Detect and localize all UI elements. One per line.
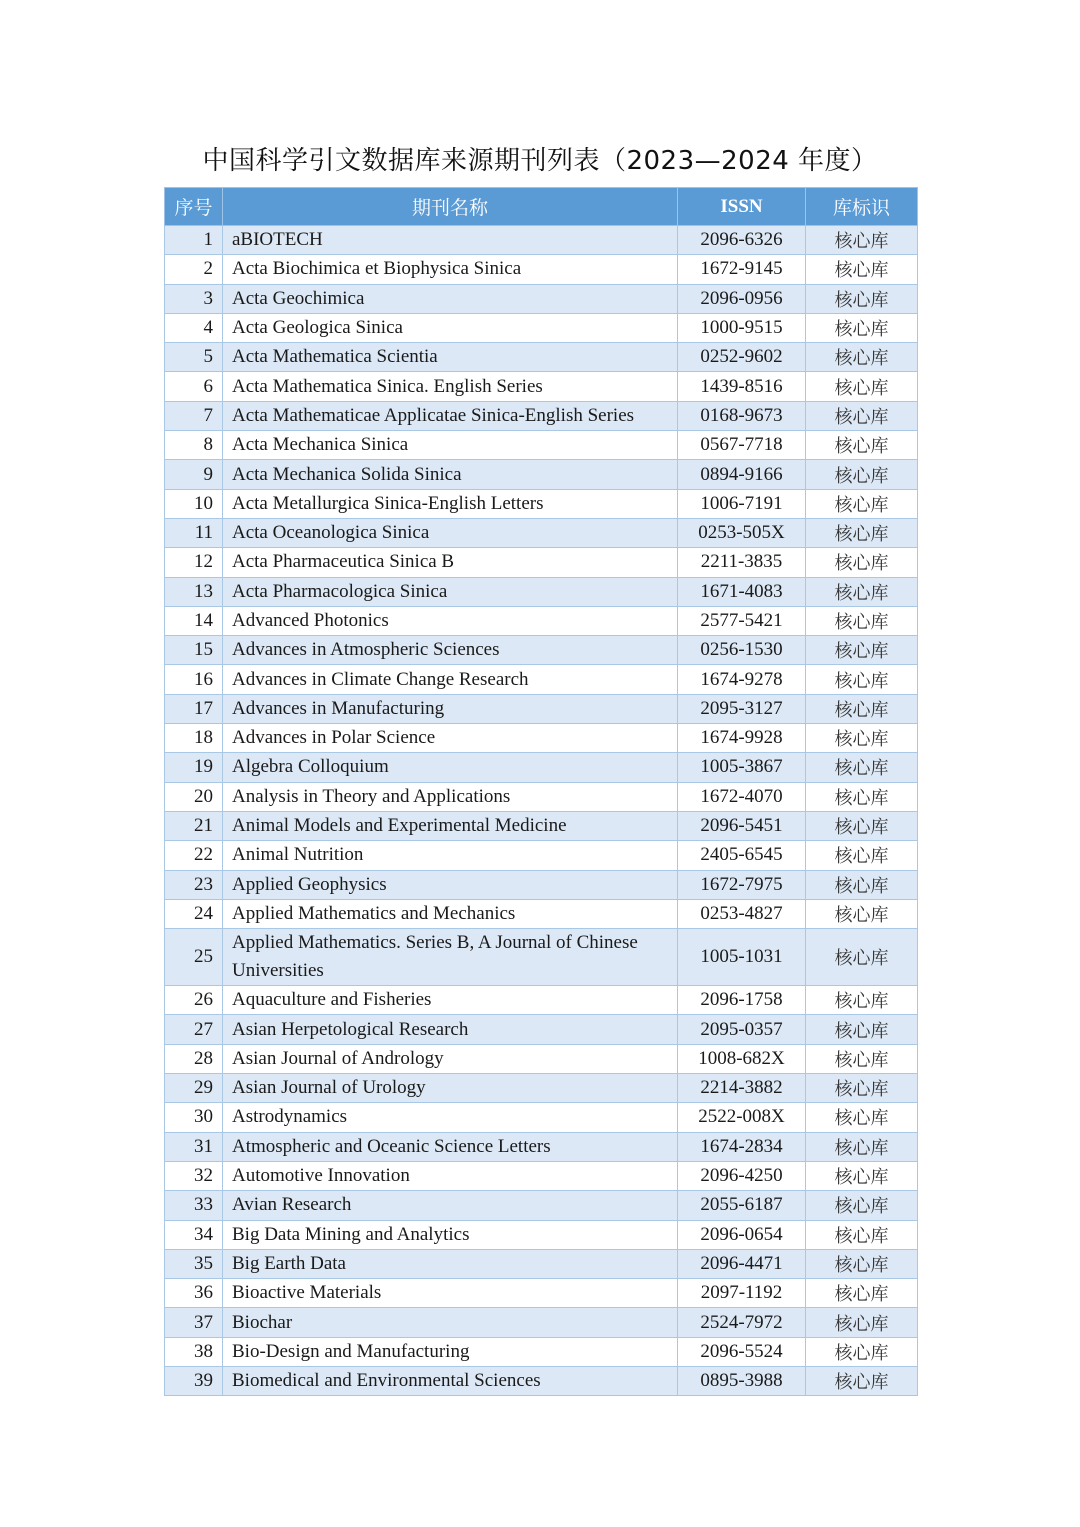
journal-name: Avian Research: [223, 1191, 678, 1220]
journal-name: Applied Geophysics: [223, 870, 678, 899]
issn-value: 2095-3127: [678, 694, 806, 723]
table-row: [165, 1161, 918, 1190]
issn-value: 2096-5524: [678, 1337, 806, 1366]
table-row: [165, 1279, 918, 1308]
row-index: 8: [165, 431, 223, 460]
library-tag: 核心库: [806, 1279, 918, 1308]
table-row: [165, 1044, 918, 1073]
issn-value: 2522-008X: [678, 1103, 806, 1132]
issn-value: 0253-4827: [678, 899, 806, 928]
table-row: [165, 577, 918, 606]
library-tag: 核心库: [806, 841, 918, 870]
row-index: 30: [165, 1103, 223, 1132]
row-index: 38: [165, 1337, 223, 1366]
library-tag: 核心库: [806, 899, 918, 928]
library-tag: 核心库: [806, 986, 918, 1015]
issn-value: 2405-6545: [678, 841, 806, 870]
issn-value: 2096-4471: [678, 1249, 806, 1278]
issn-value: 1674-2834: [678, 1132, 806, 1161]
journal-name: Automotive Innovation: [223, 1161, 678, 1190]
table-row: [165, 724, 918, 753]
table-row: [165, 1308, 918, 1337]
issn-value: 0894-9166: [678, 460, 806, 489]
table-row: [165, 1074, 918, 1103]
row-index: 20: [165, 782, 223, 811]
issn-value: 2524-7972: [678, 1308, 806, 1337]
library-tag: 核心库: [806, 401, 918, 430]
table-row: [165, 929, 918, 986]
table-row: [165, 1103, 918, 1132]
table-row: [165, 401, 918, 430]
library-tag: 核心库: [806, 782, 918, 811]
table-row: [165, 1337, 918, 1366]
journal-name: aBIOTECH: [223, 226, 678, 255]
issn-value: 2097-1192: [678, 1279, 806, 1308]
row-index: 18: [165, 724, 223, 753]
row-index: 32: [165, 1161, 223, 1190]
issn-value: 1000-9515: [678, 313, 806, 342]
row-index: 13: [165, 577, 223, 606]
row-index: 23: [165, 870, 223, 899]
journal-name: Bioactive Materials: [223, 1279, 678, 1308]
header-issn: ISSN: [678, 188, 806, 226]
journal-name: Acta Oceanologica Sinica: [223, 518, 678, 547]
library-tag: 核心库: [806, 1103, 918, 1132]
journal-name: Astrodynamics: [223, 1103, 678, 1132]
issn-value: 1674-9278: [678, 665, 806, 694]
table-row: [165, 986, 918, 1015]
journal-name: Acta Metallurgica Sinica-English Letters: [223, 489, 678, 518]
library-tag: 核心库: [806, 284, 918, 313]
journal-name: Big Data Mining and Analytics: [223, 1220, 678, 1249]
issn-value: 1672-4070: [678, 782, 806, 811]
table-row: [165, 782, 918, 811]
table-row: [165, 899, 918, 928]
table-row: [165, 343, 918, 372]
journal-name: Acta Pharmaceutica Sinica B: [223, 548, 678, 577]
library-tag: 核心库: [806, 343, 918, 372]
row-index: 22: [165, 841, 223, 870]
row-index: 27: [165, 1015, 223, 1044]
library-tag: 核心库: [806, 518, 918, 547]
table-header-row: [165, 188, 918, 226]
issn-value: 1005-1031: [678, 929, 806, 986]
table-row: [165, 753, 918, 782]
journal-name: Asian Journal of Andrology: [223, 1044, 678, 1073]
issn-value: 1006-7191: [678, 489, 806, 518]
row-index: 2: [165, 255, 223, 284]
issn-value: 0567-7718: [678, 431, 806, 460]
row-index: 15: [165, 636, 223, 665]
issn-value: 1439-8516: [678, 372, 806, 401]
issn-value: 0253-505X: [678, 518, 806, 547]
journal-name: Advances in Atmospheric Sciences: [223, 636, 678, 665]
row-index: 11: [165, 518, 223, 547]
issn-value: 2095-0357: [678, 1015, 806, 1044]
issn-value: 2577-5421: [678, 606, 806, 635]
table-row: [165, 431, 918, 460]
library-tag: 核心库: [806, 753, 918, 782]
journal-name: Acta Geologica Sinica: [223, 313, 678, 342]
table-row: [165, 313, 918, 342]
table-row: [165, 1366, 918, 1395]
library-tag: 核心库: [806, 577, 918, 606]
library-tag: 核心库: [806, 1220, 918, 1249]
journal-name: Acta Mathematicae Applicatae Sinica-English Series: [223, 401, 678, 430]
journal-name: Analysis in Theory and Applications: [223, 782, 678, 811]
row-index: 31: [165, 1132, 223, 1161]
journal-name: Atmospheric and Oceanic Science Letters: [223, 1132, 678, 1161]
table-row: [165, 1191, 918, 1220]
issn-value: 2214-3882: [678, 1074, 806, 1103]
issn-value: 1671-4083: [678, 577, 806, 606]
issn-value: 2096-4250: [678, 1161, 806, 1190]
row-index: 16: [165, 665, 223, 694]
row-index: 14: [165, 606, 223, 635]
table-row: [165, 811, 918, 840]
header-library: 库标识: [806, 188, 918, 226]
library-tag: 核心库: [806, 636, 918, 665]
row-index: 35: [165, 1249, 223, 1278]
library-tag: 核心库: [806, 372, 918, 401]
library-tag: 核心库: [806, 431, 918, 460]
row-index: 7: [165, 401, 223, 430]
issn-value: 2096-5451: [678, 811, 806, 840]
issn-value: 1672-9145: [678, 255, 806, 284]
issn-value: 2055-6187: [678, 1191, 806, 1220]
table-row: [165, 489, 918, 518]
header-journal-name: 期刊名称: [223, 188, 678, 226]
library-tag: 核心库: [806, 1044, 918, 1073]
issn-value: 2211-3835: [678, 548, 806, 577]
table-row: [165, 284, 918, 313]
library-tag: 核心库: [806, 665, 918, 694]
row-index: 17: [165, 694, 223, 723]
journal-name: Biochar: [223, 1308, 678, 1337]
table-row: [165, 636, 918, 665]
library-tag: 核心库: [806, 226, 918, 255]
row-index: 25: [165, 929, 223, 986]
table-row: [165, 870, 918, 899]
issn-value: 0252-9602: [678, 343, 806, 372]
row-index: 37: [165, 1308, 223, 1337]
library-tag: 核心库: [806, 811, 918, 840]
journal-name: Acta Biochimica et Biophysica Sinica: [223, 255, 678, 284]
library-tag: 核心库: [806, 1015, 918, 1044]
journal-name: Acta Mechanica Sinica: [223, 431, 678, 460]
issn-value: 2096-6326: [678, 226, 806, 255]
journal-name: Asian Herpetological Research: [223, 1015, 678, 1044]
journal-name: Big Earth Data: [223, 1249, 678, 1278]
journal-name: Acta Mathematica Sinica. English Series: [223, 372, 678, 401]
row-index: 3: [165, 284, 223, 313]
library-tag: 核心库: [806, 870, 918, 899]
journal-name: Acta Geochimica: [223, 284, 678, 313]
row-index: 5: [165, 343, 223, 372]
library-tag: 核心库: [806, 1161, 918, 1190]
journal-name: Applied Mathematics. Series B, A Journal of Chinese Universities: [223, 929, 678, 986]
journal-name: Acta Mechanica Solida Sinica: [223, 460, 678, 489]
row-index: 6: [165, 372, 223, 401]
row-index: 19: [165, 753, 223, 782]
journal-name: Advances in Climate Change Research: [223, 665, 678, 694]
row-index: 26: [165, 986, 223, 1015]
library-tag: 核心库: [806, 1249, 918, 1278]
row-index: 10: [165, 489, 223, 518]
row-index: 29: [165, 1074, 223, 1103]
table-row: [165, 665, 918, 694]
library-tag: 核心库: [806, 1308, 918, 1337]
row-index: 36: [165, 1279, 223, 1308]
library-tag: 核心库: [806, 724, 918, 753]
table-row: [165, 1220, 918, 1249]
journal-name: Algebra Colloquium: [223, 753, 678, 782]
issn-value: 2096-0654: [678, 1220, 806, 1249]
issn-value: 2096-0956: [678, 284, 806, 313]
table-row: [165, 606, 918, 635]
journal-name: Bio-Design and Manufacturing: [223, 1337, 678, 1366]
issn-value: 1674-9928: [678, 724, 806, 753]
issn-value: 1008-682X: [678, 1044, 806, 1073]
row-index: 12: [165, 548, 223, 577]
row-index: 1: [165, 226, 223, 255]
table-row: [165, 372, 918, 401]
table-row: [165, 1015, 918, 1044]
row-index: 9: [165, 460, 223, 489]
journal-name: Aquaculture and Fisheries: [223, 986, 678, 1015]
journal-table: [164, 187, 918, 1396]
library-tag: 核心库: [806, 606, 918, 635]
journal-name: Advanced Photonics: [223, 606, 678, 635]
table-row: [165, 1132, 918, 1161]
library-tag: 核心库: [806, 1132, 918, 1161]
library-tag: 核心库: [806, 694, 918, 723]
library-tag: 核心库: [806, 548, 918, 577]
table-row: [165, 548, 918, 577]
library-tag: 核心库: [806, 1366, 918, 1395]
library-tag: 核心库: [806, 929, 918, 986]
library-tag: 核心库: [806, 1074, 918, 1103]
journal-name: Animal Nutrition: [223, 841, 678, 870]
journal-name: Advances in Polar Science: [223, 724, 678, 753]
library-tag: 核心库: [806, 460, 918, 489]
journal-name: Asian Journal of Urology: [223, 1074, 678, 1103]
row-index: 28: [165, 1044, 223, 1073]
library-tag: 核心库: [806, 255, 918, 284]
table-row: [165, 226, 918, 255]
journal-name: Acta Pharmacologica Sinica: [223, 577, 678, 606]
journal-name: Animal Models and Experimental Medicine: [223, 811, 678, 840]
library-tag: 核心库: [806, 1191, 918, 1220]
header-index: 序号: [165, 188, 223, 226]
issn-value: 1672-7975: [678, 870, 806, 899]
table-row: [165, 518, 918, 547]
row-index: 4: [165, 313, 223, 342]
journal-name: Acta Mathematica Scientia: [223, 343, 678, 372]
issn-value: 0168-9673: [678, 401, 806, 430]
table-row: [165, 255, 918, 284]
library-tag: 核心库: [806, 489, 918, 518]
issn-value: 1005-3867: [678, 753, 806, 782]
row-index: 39: [165, 1366, 223, 1395]
table-row: [165, 841, 918, 870]
library-tag: 核心库: [806, 313, 918, 342]
row-index: 21: [165, 811, 223, 840]
table-row: [165, 694, 918, 723]
table-row: [165, 1249, 918, 1278]
journal-name: Biomedical and Environmental Sciences: [223, 1366, 678, 1395]
row-index: 34: [165, 1220, 223, 1249]
row-index: 24: [165, 899, 223, 928]
row-index: 33: [165, 1191, 223, 1220]
issn-value: 2096-1758: [678, 986, 806, 1015]
table-row: [165, 460, 918, 489]
journal-name: Advances in Manufacturing: [223, 694, 678, 723]
journal-name: Applied Mathematics and Mechanics: [223, 899, 678, 928]
library-tag: 核心库: [806, 1337, 918, 1366]
page-title: 中国科学引文数据库来源期刊列表（2023—2024 年度）: [202, 146, 878, 176]
issn-value: 0895-3988: [678, 1366, 806, 1395]
issn-value: 0256-1530: [678, 636, 806, 665]
